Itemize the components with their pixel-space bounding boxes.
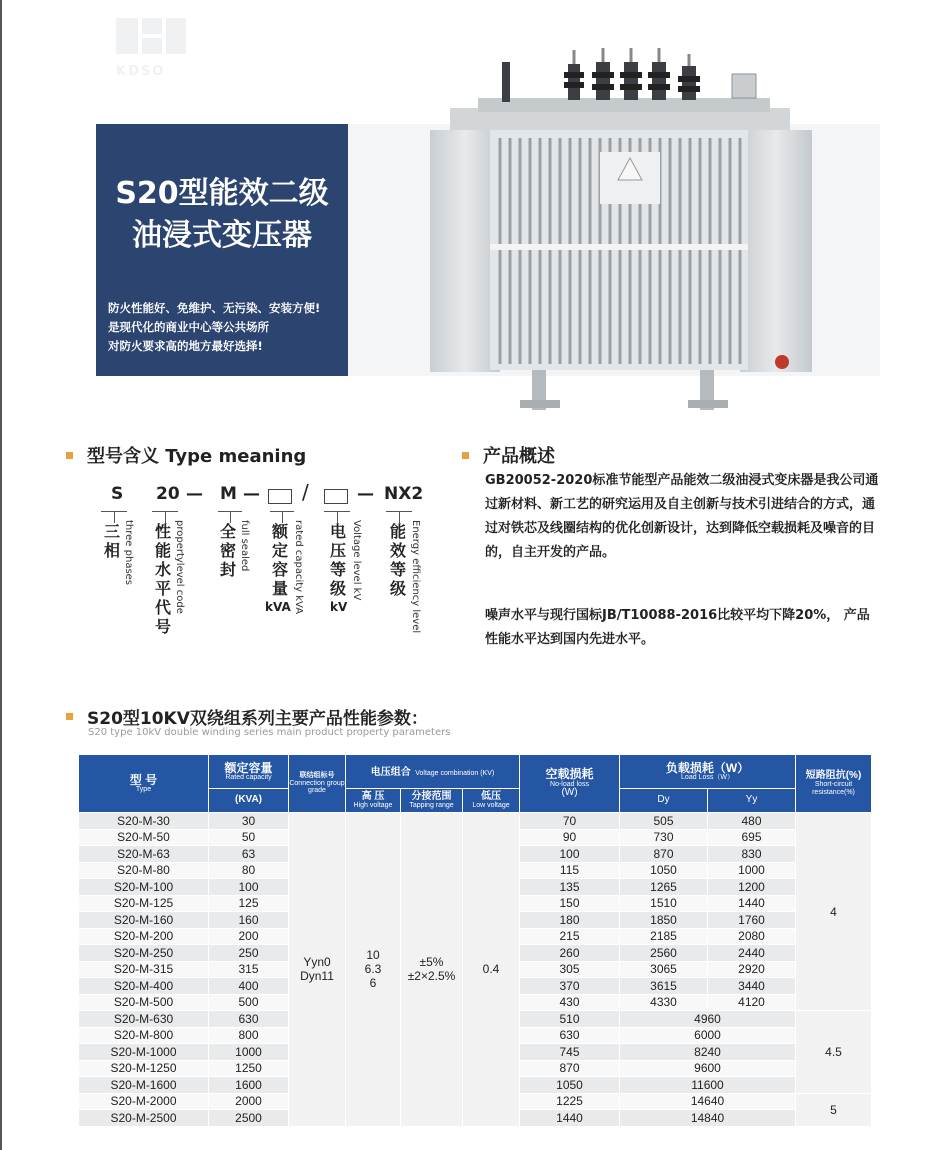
cell-no-load-loss: 305 xyxy=(520,961,620,978)
cell-hv-line: 6.3 xyxy=(364,962,382,977)
cell-capacity: 63 xyxy=(209,846,289,863)
cell-load-loss: 14840 xyxy=(620,1110,796,1127)
header-dy: Dy xyxy=(620,789,708,813)
cell-model: S20-M-2000 xyxy=(79,1093,209,1110)
header-connection-group xyxy=(289,755,346,813)
cell-model: S20-M-2500 xyxy=(79,1110,209,1127)
cell-load-loss-dy: 3615 xyxy=(620,978,708,995)
cell-model: S20-M-400 xyxy=(79,978,209,995)
label-property-code-en: propertylevel code xyxy=(174,520,185,614)
header-short-circuit xyxy=(796,755,872,813)
header-voltage-cn: 电压组合 xyxy=(370,767,411,779)
header-no-load-loss xyxy=(520,755,620,813)
cell-model: S20-M-630 xyxy=(79,1011,209,1028)
code-20: 20 xyxy=(156,484,180,504)
header-yy: Yy xyxy=(708,789,796,813)
cell-no-load-loss: 115 xyxy=(520,862,620,879)
cell-tapping-range xyxy=(401,813,463,1127)
cell-load-loss-yy: 1000 xyxy=(708,862,796,879)
header-tap-cn: 分接范围 xyxy=(411,790,452,802)
section-bullet-icon xyxy=(66,713,73,720)
cell-no-load-loss: 745 xyxy=(520,1044,620,1061)
cell-load-loss-yy: 1760 xyxy=(708,912,796,929)
header-hv-cn: 高 压 xyxy=(361,790,385,802)
cell-load-loss-yy: 1440 xyxy=(708,895,796,912)
cell-model: S20-M-200 xyxy=(79,928,209,945)
cell-load-loss-dy: 4330 xyxy=(620,994,708,1011)
header-group-cn: 联结组标号 xyxy=(299,772,335,780)
label-three-phases-en: three phases xyxy=(123,520,134,586)
cell-load-loss-yy: 4120 xyxy=(708,994,796,1011)
cell-load-loss-dy: 505 xyxy=(620,813,708,830)
cell-no-load-loss: 135 xyxy=(520,879,620,896)
header-sc-cn: 短路阻抗(%) xyxy=(805,769,862,781)
cell-hv-line: 10 xyxy=(366,948,380,963)
table-section-subtitle: S20 type 10kV double winding series main product property parameters xyxy=(88,727,451,738)
overview-paragraph-2: 噪声水平与现行国标JB/T10088-2016比较平均下降20%， 产品性能水平达到国内先进水平。 xyxy=(485,608,870,647)
header-ll-en: Load Loss（W） xyxy=(681,774,734,782)
code-dash: — xyxy=(186,484,203,504)
cell-load-loss-dy: 2560 xyxy=(620,945,708,962)
type-meaning-header xyxy=(66,442,306,468)
cell-model: S20-M-500 xyxy=(79,994,209,1011)
cell-load-loss-dy: 1050 xyxy=(620,862,708,879)
header-tap-en: Tapping range xyxy=(409,802,454,810)
overview-paragraph-1: GB20052-2020标准节能型产品能效二级油浸式变床器是我公司通过新材料、新工艺的研究运用及自主创新与技术引进结合的方式，通过对铁芯及线圈结构的优化创新设计，达到降低空载损耗及噪音的目的，自主开发的产品。 xyxy=(485,473,879,560)
cell-load-loss-yy: 2080 xyxy=(708,928,796,945)
cell-load-loss: 9600 xyxy=(620,1060,796,1077)
code-m: M xyxy=(220,484,237,504)
label-rated-capacity-cn: 额定容量 xyxy=(272,522,289,598)
overview-title: 产品概述 xyxy=(483,446,555,467)
cell-tap-line: ±2×2.5% xyxy=(407,969,456,984)
cell-capacity: 30 xyxy=(209,813,289,830)
header-lv-en: Low voltage xyxy=(472,802,510,810)
cell-capacity: 630 xyxy=(209,1011,289,1028)
cell-no-load-loss: 180 xyxy=(520,912,620,929)
header-high-voltage xyxy=(346,789,401,813)
table-row xyxy=(79,813,872,830)
cell-capacity: 50 xyxy=(209,829,289,846)
cell-no-load-loss: 100 xyxy=(520,846,620,863)
cell-model: S20-M-1600 xyxy=(79,1077,209,1094)
cell-no-load-loss: 90 xyxy=(520,829,620,846)
cell-capacity: 100 xyxy=(209,879,289,896)
hero-panel xyxy=(96,124,348,376)
cell-capacity: 200 xyxy=(209,928,289,945)
cell-no-load-loss: 70 xyxy=(520,813,620,830)
label-voltage-level-cn: 电压等级 xyxy=(330,522,347,598)
cell-group-line: Dyn11 xyxy=(300,969,334,984)
label-efficiency-level-en: Energy efficiency level xyxy=(410,520,421,634)
cell-capacity: 315 xyxy=(209,961,289,978)
cell-hv-line: 6 xyxy=(369,976,377,991)
cell-load-loss-dy: 870 xyxy=(620,846,708,863)
header-model xyxy=(79,755,209,813)
transformer-image xyxy=(420,48,820,418)
code-s: S xyxy=(111,484,124,504)
cell-no-load-loss: 430 xyxy=(520,994,620,1011)
page-edge-line xyxy=(0,0,2,1150)
cell-capacity: 1000 xyxy=(209,1044,289,1061)
cell-model: S20-M-30 xyxy=(79,813,209,830)
code-nx2: NX2 xyxy=(384,484,424,504)
cell-short-circuit: 4 xyxy=(796,813,872,1011)
hero-title-line1: S20型能效二级 xyxy=(115,176,329,211)
cell-load-loss: 4960 xyxy=(620,1011,796,1028)
header-nl-cn: 空载损耗 xyxy=(545,767,594,782)
cell-model: S20-M-100 xyxy=(79,879,209,896)
cell-no-load-loss: 215 xyxy=(520,928,620,945)
label-rated-capacity-en: rated capacity kVA xyxy=(293,520,304,615)
label-efficiency-level-cn: 能效等级 xyxy=(390,522,407,598)
cell-model: S20-M-125 xyxy=(79,895,209,912)
cell-capacity: 80 xyxy=(209,862,289,879)
label-three-phases-cn: 三相 xyxy=(104,522,121,560)
hero-description xyxy=(108,299,320,356)
cell-tap-line: ±5% xyxy=(419,955,444,970)
code-dash: — xyxy=(243,484,260,504)
hero-desc-line: 对防火要求高的地方最好选择! xyxy=(108,339,263,353)
header-model-cn: 型 号 xyxy=(129,772,158,787)
code-dash: — xyxy=(357,484,374,504)
header-ll-cn: 负载损耗（W） xyxy=(665,760,750,775)
cell-load-loss-yy: 3440 xyxy=(708,978,796,995)
cell-load-loss-yy: 830 xyxy=(708,846,796,863)
header-tapping-range xyxy=(401,789,463,813)
table-section-title: S20型10KV双绕组系列主要产品性能参数： xyxy=(87,709,428,729)
header-lv-cn: 低压 xyxy=(481,790,501,802)
cell-no-load-loss: 1440 xyxy=(520,1110,620,1127)
header-group-en: Connection group grade xyxy=(289,779,345,795)
label-voltage-level-en: Voltage level kV xyxy=(351,520,362,601)
cell-load-loss-dy: 730 xyxy=(620,829,708,846)
header-low-voltage xyxy=(463,789,520,813)
header-nl-en: No-load loss xyxy=(550,780,589,788)
table-section-header xyxy=(66,704,428,729)
cell-load-loss-dy: 1850 xyxy=(620,912,708,929)
cell-load-loss-yy: 695 xyxy=(708,829,796,846)
cell-model: S20-M-315 xyxy=(79,961,209,978)
header-model-en: Type xyxy=(135,786,152,794)
cell-model: S20-M-800 xyxy=(79,1027,209,1044)
hero-title-line2: 油浸式变压器 xyxy=(132,218,312,253)
header-nl-unit: (W) xyxy=(561,787,578,799)
cell-capacity: 2000 xyxy=(209,1093,289,1110)
cell-load-loss-yy: 480 xyxy=(708,813,796,830)
hero-desc-line: 防火性能好、免维护、无污染、安装方便! xyxy=(108,301,321,315)
cell-load-loss-dy: 2185 xyxy=(620,928,708,945)
cell-capacity: 125 xyxy=(209,895,289,912)
label-rated-capacity-unit: kVA xyxy=(265,600,291,614)
hero-desc-line: 是现代化的商业中心等公共场所 xyxy=(108,320,269,334)
overview-header xyxy=(462,442,555,468)
cell-group-line: Yyn0 xyxy=(303,955,331,970)
cell-short-circuit: 4.5 xyxy=(796,1011,872,1094)
cell-connection-group xyxy=(289,813,346,1127)
header-capacity-en: Rated capacity xyxy=(225,774,272,782)
cell-capacity: 2500 xyxy=(209,1110,289,1127)
cell-load-loss-yy: 2440 xyxy=(708,945,796,962)
cell-model: S20-M-160 xyxy=(79,912,209,929)
cell-load-loss-yy: 1200 xyxy=(708,879,796,896)
label-full-sealed-cn: 全密封 xyxy=(220,522,237,579)
header-voltage-en: Voltage combination (KV) xyxy=(415,770,495,778)
watermark-logo-text: KDSO xyxy=(116,64,166,79)
cell-capacity: 1600 xyxy=(209,1077,289,1094)
cell-low-voltage: 0.4 xyxy=(463,813,520,1127)
cell-no-load-loss: 150 xyxy=(520,895,620,912)
section-bullet-icon xyxy=(462,452,469,459)
header-voltage-combination xyxy=(346,755,520,789)
cell-load-loss-dy: 1265 xyxy=(620,879,708,896)
type-meaning-title: 型号含义 Type meaning xyxy=(87,446,307,467)
header-sc-en: Short-circuit resistance(%) xyxy=(812,781,855,796)
label-property-code-cn: 性能水平代号 xyxy=(155,522,172,636)
cell-no-load-loss: 370 xyxy=(520,978,620,995)
cell-no-load-loss: 510 xyxy=(520,1011,620,1028)
cell-model: S20-M-63 xyxy=(79,846,209,863)
header-capacity-cn: 额定容量 xyxy=(224,760,273,775)
cell-capacity: 1250 xyxy=(209,1060,289,1077)
section-bullet-icon xyxy=(66,452,73,459)
parameters-table xyxy=(78,754,872,1127)
cell-no-load-loss: 260 xyxy=(520,945,620,962)
header-capacity-unit: (KVA) xyxy=(209,789,289,813)
voltage-placeholder-box xyxy=(324,489,348,504)
label-voltage-level-unit: kV xyxy=(330,600,348,614)
cell-load-loss-dy: 3065 xyxy=(620,961,708,978)
header-capacity xyxy=(209,755,289,789)
cell-model: S20-M-1250 xyxy=(79,1060,209,1077)
cell-model: S20-M-250 xyxy=(79,945,209,962)
cell-no-load-loss: 630 xyxy=(520,1027,620,1044)
capacity-placeholder-box xyxy=(268,489,292,504)
cell-capacity: 160 xyxy=(209,912,289,929)
cell-load-loss: 11600 xyxy=(620,1077,796,1094)
cell-capacity: 400 xyxy=(209,978,289,995)
cell-capacity: 800 xyxy=(209,1027,289,1044)
cell-model: S20-M-1000 xyxy=(79,1044,209,1061)
table-body xyxy=(79,813,872,1127)
label-full-sealed-en: full sealed xyxy=(239,520,250,572)
header-hv-en: High voltage xyxy=(353,802,393,810)
code-slash: / xyxy=(302,480,309,504)
header-load-loss xyxy=(620,755,796,789)
cell-load-loss: 8240 xyxy=(620,1044,796,1061)
cell-no-load-loss: 1225 xyxy=(520,1093,620,1110)
cell-load-loss: 6000 xyxy=(620,1027,796,1044)
cell-short-circuit: 5 xyxy=(796,1093,872,1126)
cell-capacity: 500 xyxy=(209,994,289,1011)
cell-model: S20-M-50 xyxy=(79,829,209,846)
cell-capacity: 250 xyxy=(209,945,289,962)
cell-no-load-loss: 870 xyxy=(520,1060,620,1077)
cell-no-load-loss: 1050 xyxy=(520,1077,620,1094)
watermark-logo xyxy=(112,14,190,80)
cell-high-voltage xyxy=(346,813,401,1127)
cell-model: S20-M-80 xyxy=(79,862,209,879)
cell-load-loss: 14640 xyxy=(620,1093,796,1110)
cell-load-loss-yy: 2920 xyxy=(708,961,796,978)
cell-load-loss-dy: 1510 xyxy=(620,895,708,912)
